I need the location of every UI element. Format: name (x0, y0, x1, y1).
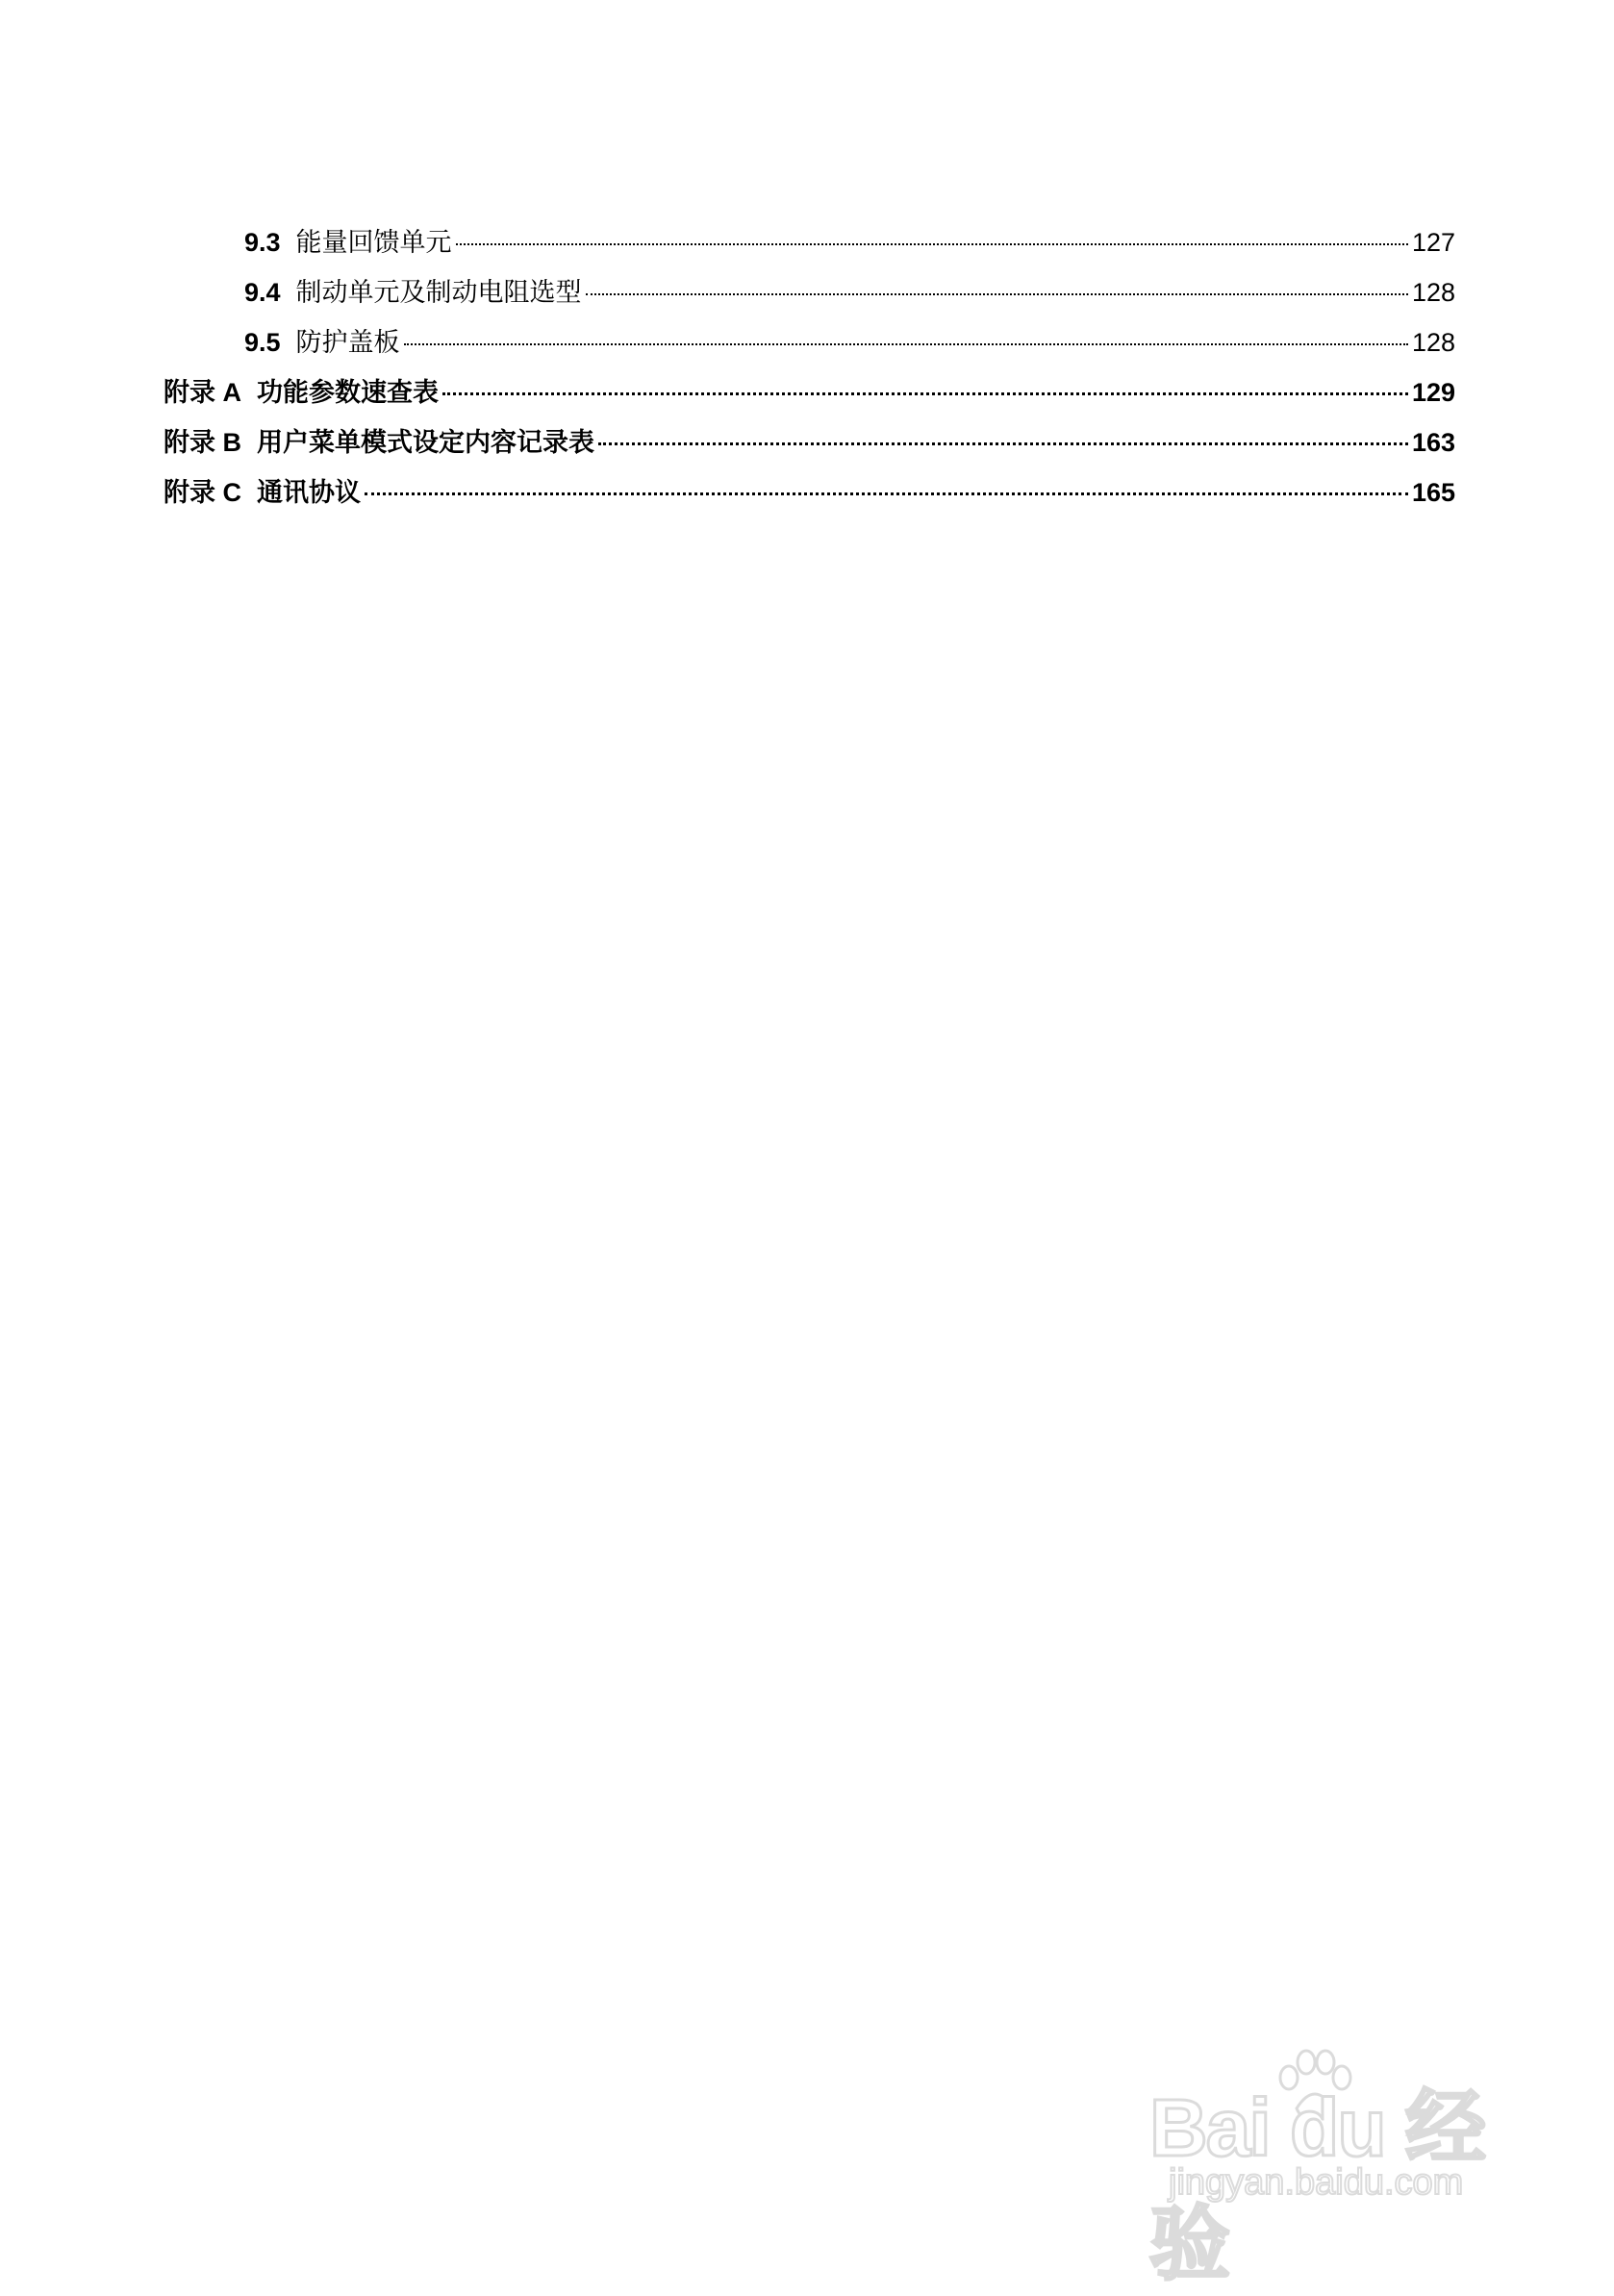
toc-entry-appendix-c[interactable] (164, 467, 1455, 517)
toc-entry-number: 9.4 (244, 278, 281, 307)
toc-dot-leader (404, 343, 1408, 345)
toc-dot-leader (586, 293, 1408, 295)
toc-entry-9-3[interactable] (164, 217, 1455, 267)
toc-entry-number: 9.3 (244, 228, 281, 257)
toc-entry-number: 附录 C (164, 478, 241, 507)
toc-entry-page: 128 (1411, 328, 1455, 357)
toc-entry-title: 防护盖板 (295, 328, 400, 358)
toc-entry-page: 165 (1411, 478, 1455, 507)
table-of-contents (164, 217, 1455, 517)
watermark-url: jingyan.baidu.com (1169, 2162, 1464, 2203)
toc-entry-title: 制动单元及制动电阻选型 (295, 278, 582, 308)
toc-entry-number: 9.5 (244, 328, 281, 357)
toc-entry-page: 163 (1411, 428, 1455, 457)
toc-entry-page: 127 (1411, 228, 1455, 257)
watermark-logo-text: Bai du 经验 (1149, 2082, 1485, 2289)
toc-entry-title: 功能参数速查表 (257, 378, 439, 408)
toc-entry-title: 能量回馈单元 (295, 228, 452, 258)
toc-dot-leader (442, 392, 1408, 395)
toc-entry-page: 128 (1411, 278, 1455, 307)
toc-entry-title: 用户菜单模式设定内容记录表 (257, 428, 594, 458)
toc-entry-page: 129 (1411, 378, 1455, 407)
toc-dot-leader (456, 243, 1408, 245)
toc-entry-title: 通讯协议 (257, 478, 361, 508)
toc-entry-number: 附录 B (164, 428, 241, 457)
toc-entry-number: 附录 A (164, 378, 241, 407)
toc-entry-9-4[interactable] (164, 267, 1455, 317)
toc-entry-9-5[interactable] (164, 317, 1455, 367)
toc-dot-leader (598, 442, 1408, 445)
toc-entry-appendix-b[interactable] (164, 417, 1455, 467)
toc-entry-appendix-a[interactable] (164, 367, 1455, 417)
baidu-jingyan-watermark (1149, 2049, 1534, 2289)
toc-dot-leader (365, 492, 1408, 495)
